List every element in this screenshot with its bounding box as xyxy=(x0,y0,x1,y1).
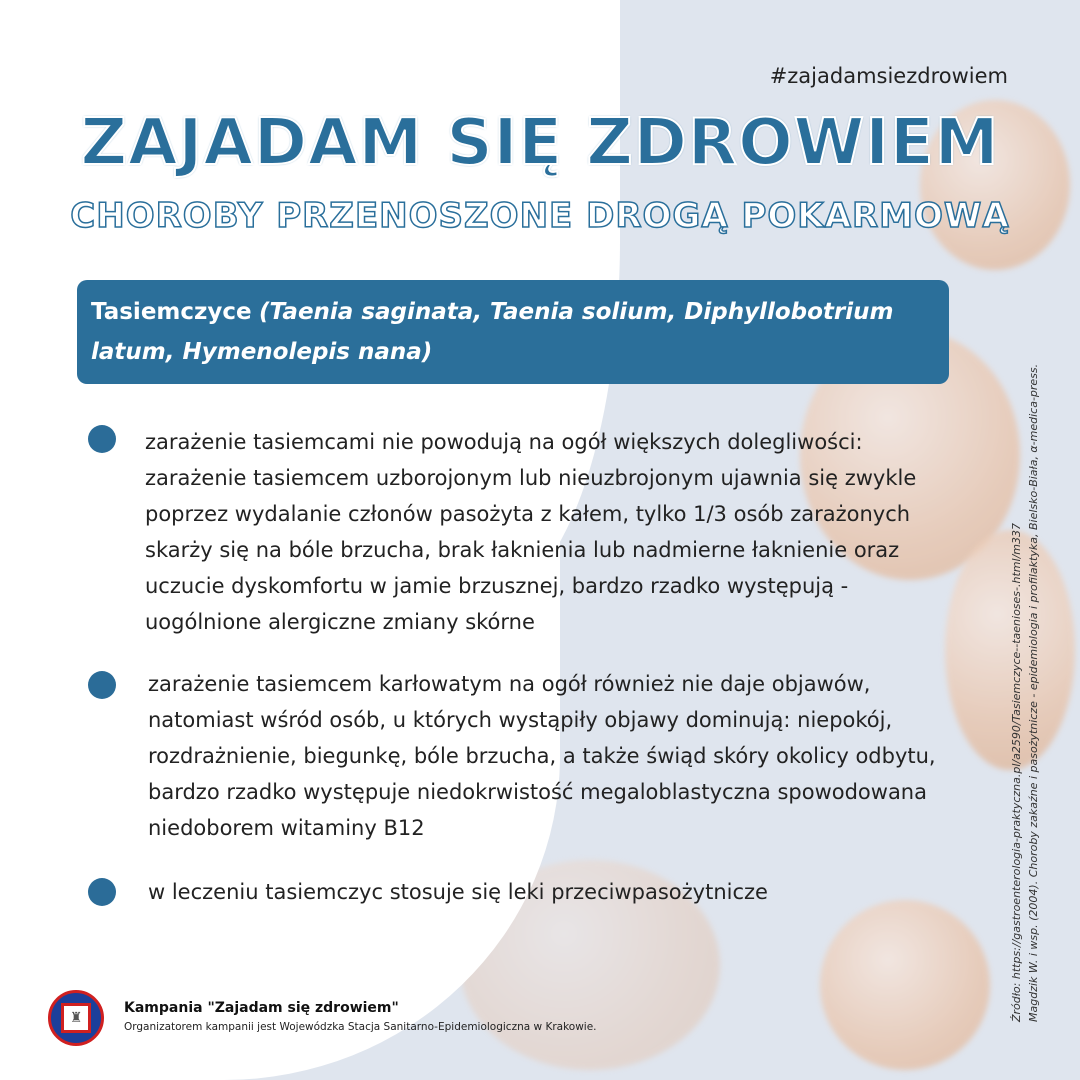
source-1: Źródło: https://gastroenterologia-praktyczna.pl/a2590/Tasiemczyce--taenioses-.html/m337 xyxy=(1010,523,1023,1022)
bullet-icon xyxy=(88,878,116,906)
sources xyxy=(1008,364,1042,1022)
eagle-icon: ♜ xyxy=(61,1003,91,1033)
source-2: Magdzik W. i wsp. (2004). Choroby zakaźne i pasożytnicze - epidemiologia i profilaktyka, Bielsko-Biała, α-medica-press. xyxy=(1027,363,1040,1022)
topic-name: Tasiemczyce xyxy=(91,299,252,325)
bullet-icon xyxy=(88,671,116,699)
bullet-text: zarażenie tasiemcami nie powodują na ogół większych dolegliwości: zarażenie tasiemcem uzborojonym lub nieuzbrojonym ujawnia się zwykle poprzez wydalanie członów pasożyta z kałem, tylko 1/3 osób zarażonych skarży się na bóle brzucha, brak łaknienia lub nadmierne łaknienie oraz uczucie dyskomfortu w jamie brzusznej, bardzo rzadko występują - uogólnione alergiczne zmiany skórne xyxy=(145,430,917,634)
topic-latin: (Taenia saginata, Taenia solium, Diphyllobotrium latum, Hymenolepis nana) xyxy=(91,299,894,365)
page-title: ZAJADAM SIĘ ZDROWIEM xyxy=(80,106,1000,180)
bullet-text: zarażenie tasiemcem karłowatym na ogół również nie daje objawów, natomiast wśród osób, u których wystąpiły objawy dominują: niepokój, rozdrażnienie, biegunkę, bóle brzucha, a także świąd skóry okolicy odbytu, bardzo rzadko występuje niedokrwistość megaloblastyczna spowodowana niedoborem witaminy B12 xyxy=(148,672,936,840)
bullet-text: w leczeniu tasiemczyc stosuje się leki przeciwpasożytnicze xyxy=(148,880,768,904)
hashtag: #zajadamsiezdrowiem xyxy=(769,64,1008,88)
footer-organizer: Organizatorem kampanii jest Wojewódzka Stacja Sanitarno-Epidemiologiczna w Krakowie. xyxy=(124,1021,597,1033)
bullet-icon xyxy=(88,425,116,453)
footer-campaign: Kampania "Zajadam się zdrowiem" xyxy=(124,1000,399,1016)
sanitary-inspection-logo xyxy=(48,990,104,1046)
topic-banner xyxy=(77,280,949,384)
page-subtitle: CHOROBY PRZENOSZONE DROGĄ POKARMOWĄ xyxy=(70,196,1010,236)
